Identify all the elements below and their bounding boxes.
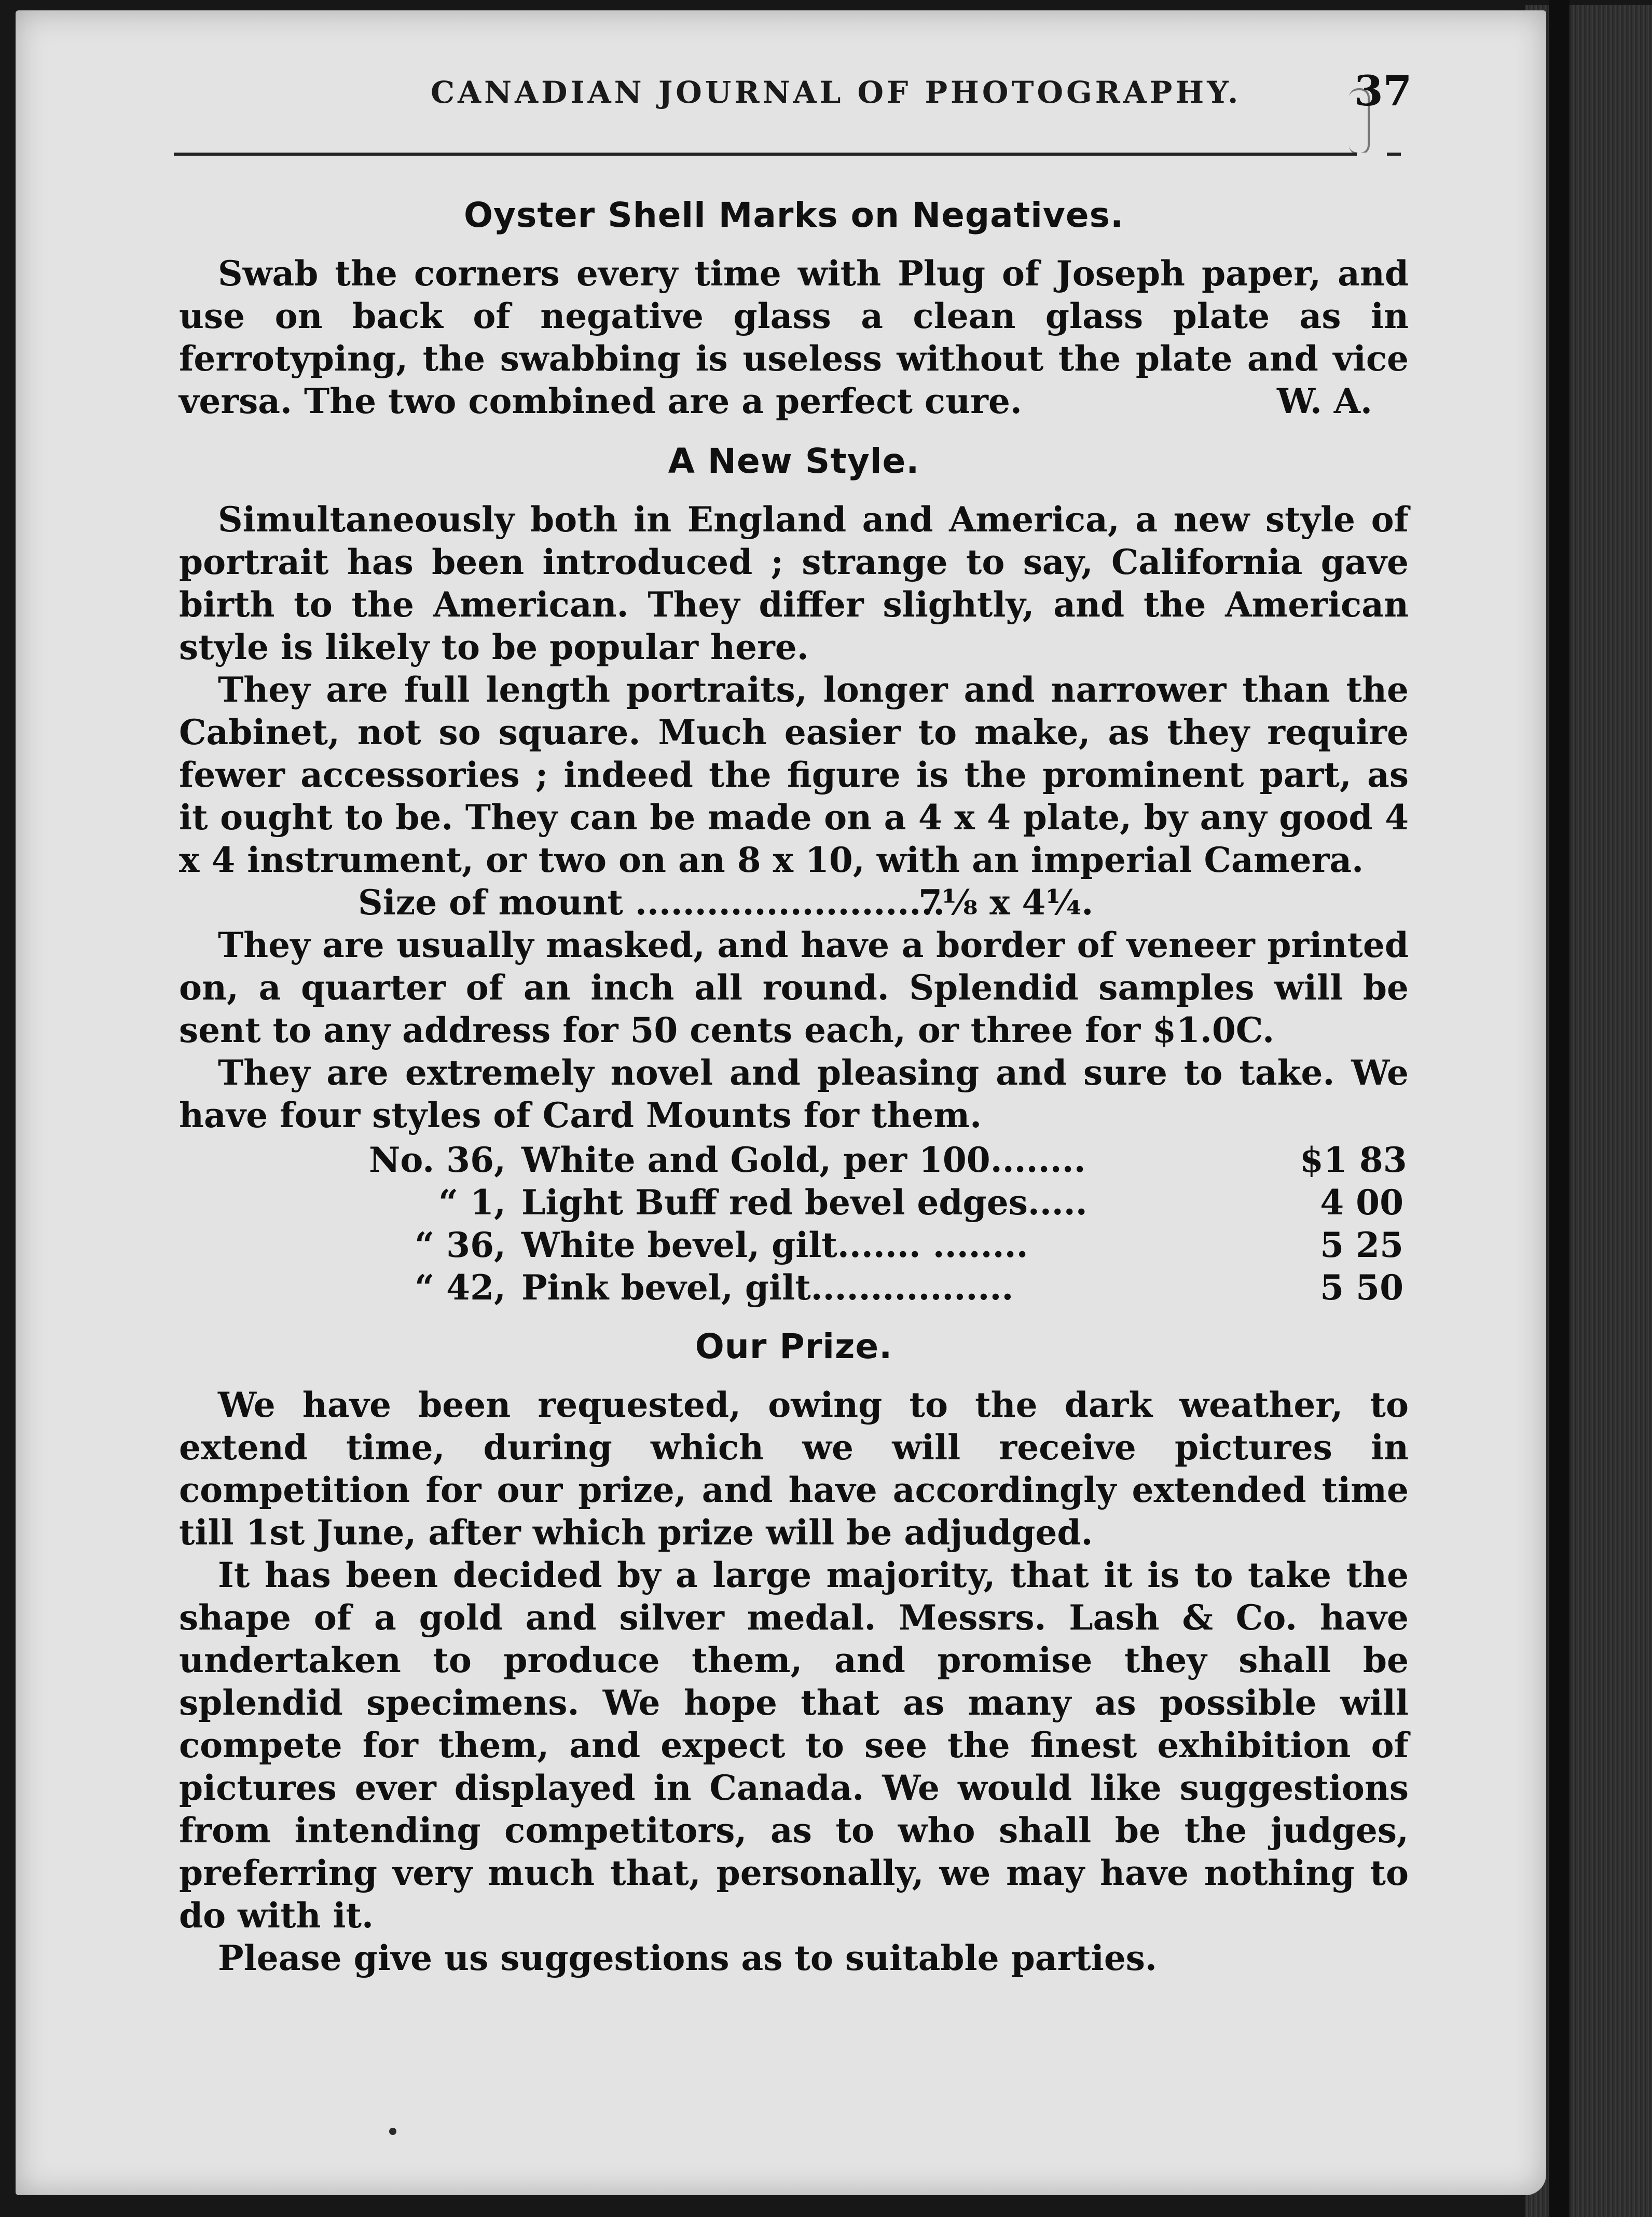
mount-description: Light Buff red bevel edges..... [521,1182,1087,1223]
section-heading-new-style: A New Style. [668,441,920,481]
paragraph-new-style-4: They are extremely novel and pleasing and sure to take. We have four styles of Card Mounts for them. [179,1052,1409,1135]
book-spine-shadow [1549,0,1570,2217]
paragraph-prize-3: Please give us suggestions as to suitable parties. [218,1938,1157,1978]
paragraph-new-style-1: Simultaneously both in England and America, a new style of portrait has been introduced ; strange to say, California gave birth to the American. They differ slightly, and the American style is likely to be popular here. [179,499,1409,667]
card-mount-price-list [350,1139,1409,1309]
mount-number: “ 36, [415,1225,506,1265]
section-heading-oyster: Oyster Shell Marks on Negatives. [463,195,1124,235]
page-number: 37 [1354,66,1412,115]
mount-price: 5 50 [1320,1267,1403,1308]
header-rule [174,153,1401,156]
mount-description: White and Gold, per 100........ [521,1140,1086,1180]
paragraph-new-style-2: They are full length portraits, longer and narrower than the Cabinet, not so square. Much easier to make, as they require fewer accessories ; indeed the figure is the prominent part, as it ought to be. They can be made on a 4 x 4 plate, by any good 4 x 4 instrument, or two on an 8 x 10, with an imperial Camera. [179,669,1409,880]
price-list-row [350,1224,1409,1266]
mount-description: White bevel, gilt....... ........ [521,1225,1028,1265]
mount-size-value: 7⅛ x 4¼. [918,882,1094,923]
section-heading-prize: Our Prize. [695,1326,893,1366]
mount-description: Pink bevel, gilt................. [521,1267,1014,1308]
mount-number: “ 1, [438,1182,506,1223]
mount-size-line [358,881,1409,924]
article-body [179,192,1409,1979]
paragraph-prize-2: It has been decided by a large majority, that it is to take the shape of a gold and silver medal. Messrs. Lash & Co. have undertaken to produce them, and promise they shall be splendid specimens. We hope that as many as possible will compete for them, and expect to see the finest exhibition of pictures ever displayed in Canada. We would like suggestions from intending competitors, as to who shall be the judges, preferring very much that, personally, we may have nothing to do with it. [179,1555,1409,1936]
paragraph-new-style-3: They are usually masked, and have a border of veneer printed on, a quarter of an inch all round. Splendid samples will be sent to any address for 50 cents each, or three for $1.0C. [179,925,1409,1050]
author-signature: W. A. [1277,381,1372,421]
mount-number: “ 42, [415,1267,506,1308]
ink-dot [389,2128,396,2135]
paragraph-oyster: Swab the corners every time with Plug of Joseph paper, and use on back of negative glass a clean glass plate as in ferrotyping, the swabbing is useless without the plate and vice versa. The two combined are a perfect cure. [179,253,1409,421]
paragraph-prize-1: We have been requested, owing to the dark weather, to extend time, during which we will receive pictures in competition for our prize, and have accordingly extended time till 1st June, after which prize will be adjudged. [179,1385,1409,1553]
price-list-row [350,1266,1409,1309]
mount-price: 4 00 [1320,1182,1403,1223]
mount-size-label: Size of mount .......................... [358,882,945,923]
price-list-row [350,1139,1409,1181]
mount-number: No. 36, [369,1140,506,1180]
mount-price: $1 83 [1300,1140,1407,1180]
page-header [171,66,1416,118]
price-list-row [350,1181,1409,1224]
mount-price: 5 25 [1320,1225,1403,1265]
running-head: CANADIAN JOURNAL OF PHOTOGRAPHY. [431,75,1242,110]
